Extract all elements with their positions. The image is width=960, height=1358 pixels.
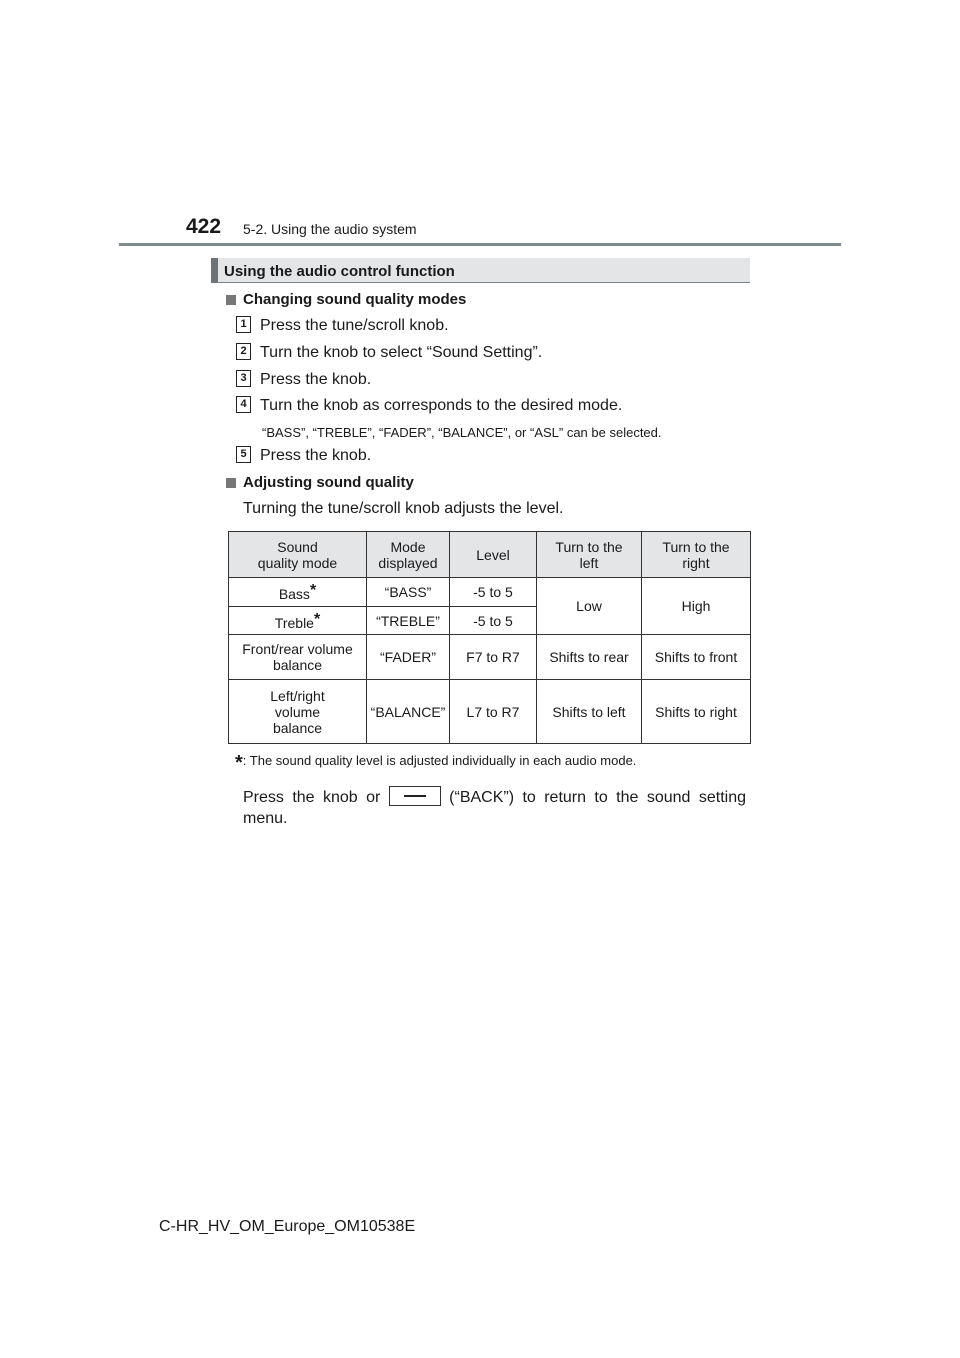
table-row <box>229 680 751 744</box>
footnote-marker: * <box>235 752 243 774</box>
header-turn-left: Turn to the left <box>537 532 642 578</box>
step-text-5: Press the knob. <box>260 447 372 464</box>
back-instruction-line-2: menu. <box>243 810 288 827</box>
footnote-marker: * <box>309 582 317 599</box>
adjusting-description: Turning the tune/scroll knob adjusts the level. <box>243 500 564 517</box>
cell-level: -5 to 5 <box>450 607 537 635</box>
subhead-adjusting-quality: Adjusting sound quality <box>243 474 414 491</box>
step-text-4: Turn the knob as corresponds to the desired mode. <box>260 397 623 414</box>
header-divider <box>119 243 841 246</box>
step-number-2: 2 <box>236 343 251 360</box>
subhead-changing-modes: Changing sound quality modes <box>243 291 467 308</box>
table-header-row <box>229 532 751 578</box>
cell-level: F7 to R7 <box>450 635 537 680</box>
back-instruction-before: Press the knob or <box>243 789 381 806</box>
cell-displayed: “TREBLE” <box>367 607 450 635</box>
step-text-2: Turn the knob to select “Sound Setting”. <box>260 344 543 361</box>
step-number-1: 1 <box>236 316 251 333</box>
cell-turn-right: Shifts to front <box>642 635 751 680</box>
cell-turn-left: Shifts to left <box>537 680 642 744</box>
header-level: Level <box>450 532 537 578</box>
document-code: C-HR_HV_OM_Europe_OM10538E <box>159 1218 416 1235</box>
cell-turn-left: Shifts to rear <box>537 635 642 680</box>
cell-turn-right: Shifts to right <box>642 680 751 744</box>
footnote-text: : The sound quality level is adjusted individually in each audio mode. <box>242 753 637 768</box>
table-row <box>229 578 751 607</box>
step-number-4: 4 <box>236 396 251 413</box>
cell-mode: Front/rear volume balance <box>229 635 367 680</box>
header-turn-right: Turn to the right <box>642 532 751 578</box>
square-bullet-icon <box>226 478 236 488</box>
step-text-1: Press the tune/scroll knob. <box>260 317 449 334</box>
cell-displayed: “FADER” <box>367 635 450 680</box>
cell-displayed: “BALANCE” <box>367 680 450 744</box>
cell-turn-right: High <box>642 578 751 635</box>
section-title: 5-2. Using the audio system <box>243 221 417 237</box>
cell-level: -5 to 5 <box>450 578 537 607</box>
step-text-3: Press the knob. <box>260 371 372 388</box>
section-heading: Using the audio control function <box>224 263 455 280</box>
cell-mode: Bass* <box>229 578 367 607</box>
cell-displayed: “BASS” <box>367 578 450 607</box>
mode-selection-note: “BASS”, “TREBLE”, “FADER”, “BALANCE”, or “ASL” can be selected. <box>262 425 662 440</box>
table-footnote <box>235 752 636 775</box>
cell-mode: Treble* <box>229 607 367 635</box>
back-instruction-line-1 <box>243 786 746 807</box>
step-number-3: 3 <box>236 370 251 387</box>
cell-level: L7 to R7 <box>450 680 537 744</box>
header-sound-quality-mode: Sound quality mode <box>229 532 367 578</box>
footnote-marker: * <box>313 610 321 628</box>
page-number: 422 <box>186 215 222 238</box>
back-instruction-after: (“BACK”) to return to the sound setting <box>449 789 746 806</box>
cell-turn-left: Low <box>537 578 642 635</box>
back-button-icon <box>389 786 441 806</box>
table-row <box>229 635 751 680</box>
header-mode-displayed: Mode displayed <box>367 532 450 578</box>
square-bullet-icon <box>226 295 236 305</box>
cell-mode: Left/right volume balance <box>229 680 367 744</box>
sound-quality-table <box>228 531 751 744</box>
step-number-5: 5 <box>236 446 251 463</box>
